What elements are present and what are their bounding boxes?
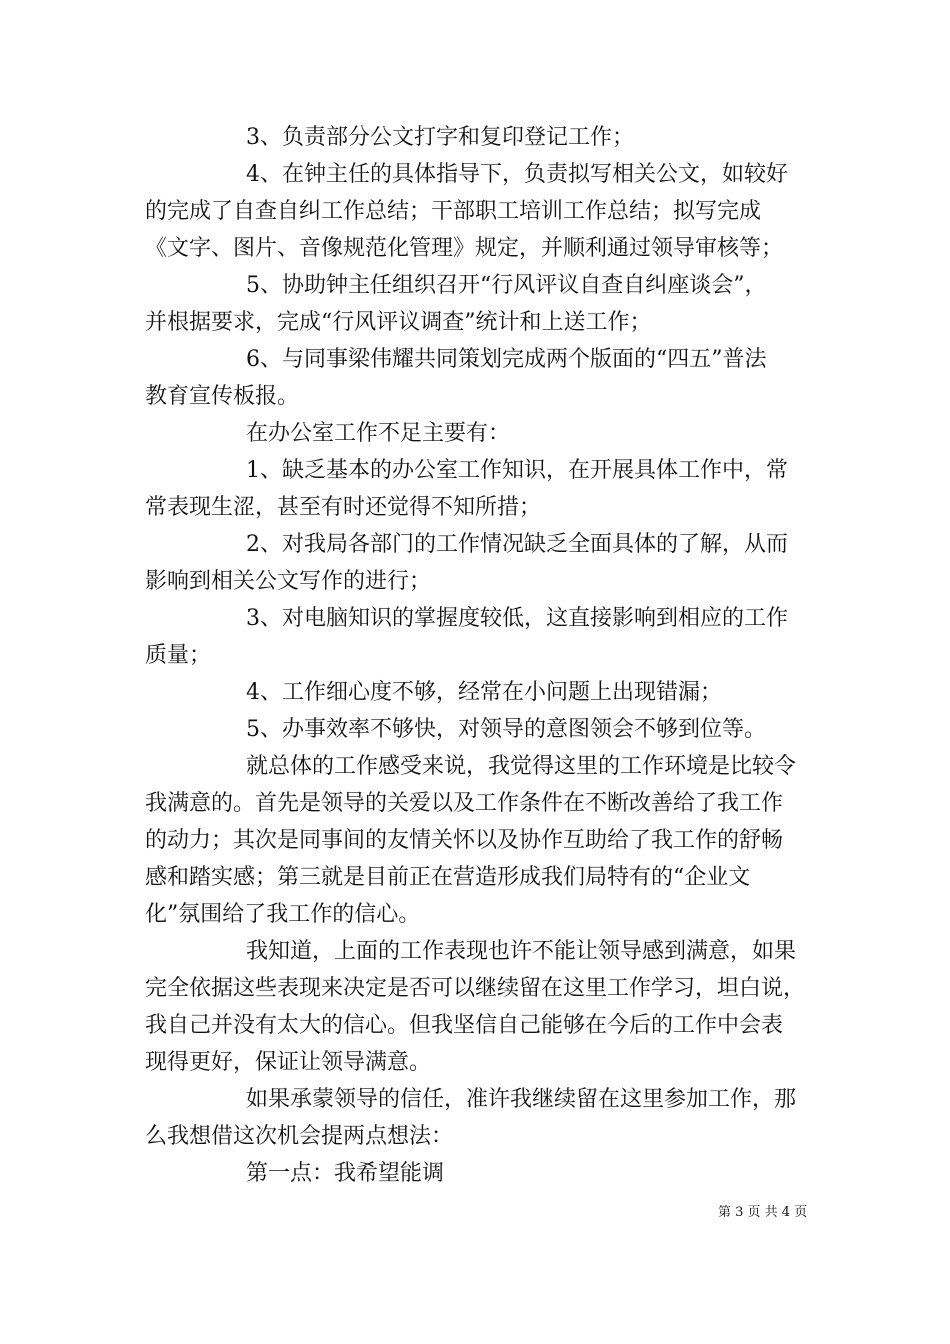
text-line: 第一点：我希望能调	[246, 1161, 445, 1186]
text-line: 的动力；其次是同事间的友情关怀以及协作互助给了我工作的舒畅	[145, 828, 784, 853]
text-line: 我自己并没有太大的信心。但我坚信自己能够在今后的工作中会表	[145, 1013, 784, 1038]
text-line: 1、缺乏基本的办公室工作知识，在开展具体工作中，常	[246, 458, 788, 483]
text-line: 《文字、图片、音像规范化管理》规定，并顺利通过领导审核等；	[145, 236, 784, 261]
text-line: 我满意的。首先是领导的关爱以及工作条件在不断改善给了我工作	[145, 791, 784, 816]
text-line: 么我想借这次机会提两点想法：	[145, 1124, 454, 1149]
text-line: 化”氛围给了我工作的信心。	[145, 902, 421, 927]
text-line: 5、协助钟主任组织召开“行风评议自查自纠座谈会”，	[246, 273, 767, 298]
text-line: 常表现生涩，甚至有时还觉得不知所措；	[145, 495, 542, 520]
text-line: 4、工作细心度不够，经常在小问题上出现错漏；	[246, 680, 722, 705]
section-heading: 在办公室工作不足主要有：	[246, 421, 511, 446]
text-line: 教育宣传板报。	[145, 384, 300, 409]
text-line: 3、对电脑知识的掌握度较低，这直接影响到相应的工作	[246, 606, 788, 631]
text-line: 5、办事效率不够快，对领导的意图领会不够到位等。	[246, 717, 766, 742]
text-line: 3、负责部分公文打字和复印登记工作；	[246, 125, 634, 150]
text-line: 的完成了自查自纠工作总结；干部职工培训工作总结；拟写完成	[145, 199, 762, 224]
text-line: 6、与同事梁伟耀共同策划完成两个版面的“四五”普法	[246, 347, 767, 372]
text-line: 质量；	[145, 643, 212, 668]
text-line: 4、在钟主任的具体指导下，负责拟写相关公文，如较好	[246, 162, 788, 187]
text-line: 就总体的工作感受来说，我觉得这里的工作环境是比较令	[246, 754, 797, 779]
text-line: 影响到相关公文写作的进行；	[145, 569, 432, 594]
text-line: 感和踏实感；第三就是目前正在营造形成我们局特有的“企业文	[145, 865, 751, 890]
text-line: 我知道，上面的工作表现也许不能让领导感到满意，如果	[246, 939, 797, 964]
page-number-footer: 第 3 页 共 4 页	[718, 1205, 808, 1220]
text-line: 现得更好，保证让领导满意。	[145, 1050, 432, 1075]
text-line: 2、对我局各部门的工作情况缺乏全面具体的了解，从而	[246, 532, 788, 557]
text-line: 完全依据这些表现来决定是否可以继续留在这里工作学习，坦白说，	[145, 976, 806, 1001]
text-line: 并根据要求，完成“行风评议调查”统计和上送工作；	[145, 310, 652, 335]
text-line: 如果承蒙领导的信任，准许我继续留在这里参加工作，那	[246, 1087, 797, 1112]
